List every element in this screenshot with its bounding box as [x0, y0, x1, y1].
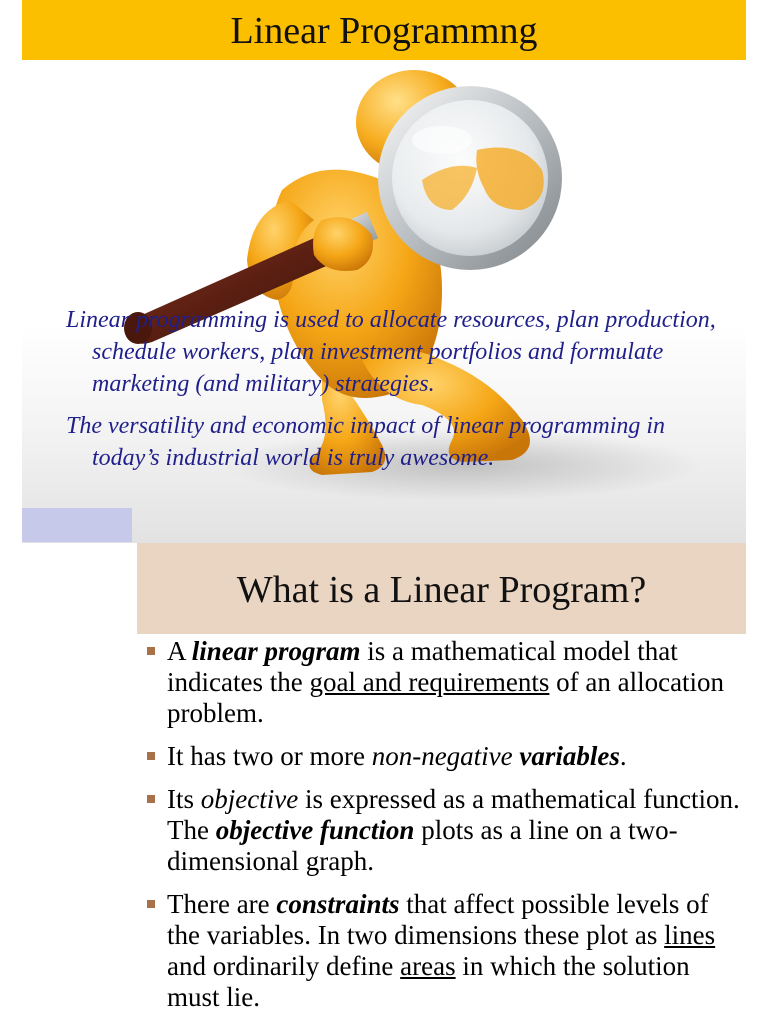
bullet-text: is a mathematical model that indicates the: [167, 636, 678, 697]
bullet-underlined: goal and requirements: [309, 667, 550, 697]
bullet-item: [145, 889, 745, 1013]
bullet-italic: objective: [200, 784, 299, 814]
bullet-italic: non-negative: [371, 741, 513, 771]
slide-1-title-bar: [22, 0, 746, 60]
bullet-text: .: [619, 741, 627, 771]
bullet-text: plots as a line on a two-dimensional graph.: [167, 815, 678, 876]
bullet-item: [145, 784, 745, 877]
bullet-list: [145, 636, 745, 1024]
bullet-underlined: lines: [664, 920, 716, 950]
bullet-text: that affect possible levels of the variables. In two dimensions these plot as: [167, 889, 709, 950]
bullet-text: of an allocation problem.: [167, 667, 725, 728]
slide-1-body: [66, 304, 726, 484]
bullet-text: is expressed as a mathematical function. The: [167, 784, 740, 845]
bullet-item: [145, 636, 745, 729]
square-bullet-icon: [147, 795, 155, 803]
bullet-underlined: areas: [400, 951, 456, 981]
slide-1: [22, 0, 746, 543]
bullet-term: constraints: [276, 889, 400, 919]
bullet-term: linear program: [191, 636, 361, 666]
bullet-term: objective function: [215, 815, 415, 845]
bullet-text: in which the solution must lie.: [167, 951, 690, 1012]
square-bullet-icon: [147, 900, 155, 908]
accent-bar: [22, 508, 132, 542]
bullet-item: [145, 741, 745, 772]
slide-1-title: Linear Programmng: [230, 10, 538, 52]
bullet-text: It has two or more: [167, 741, 372, 771]
bullet-text: There are: [167, 889, 277, 919]
slide-1-paragraph: The versatility and economic impact of linear programming in today’s industrial world is truly awesome.: [66, 413, 666, 471]
bullet-text: Its: [167, 784, 201, 814]
bullet-term: variables: [519, 741, 620, 771]
square-bullet-icon: [147, 647, 155, 655]
bullet-text: and ordinarily define: [167, 951, 401, 981]
bullet-text: A: [167, 636, 192, 666]
slide-1-paragraph: Linear programming is used to allocate resources, plan production, schedule workers, plan investment portfolios and formulate marketing (and military) strategies.: [66, 307, 716, 397]
slide-2-title: What is a Linear Program?: [236, 569, 647, 611]
slide-2-title-bar: [137, 543, 746, 634]
square-bullet-icon: [147, 752, 155, 760]
